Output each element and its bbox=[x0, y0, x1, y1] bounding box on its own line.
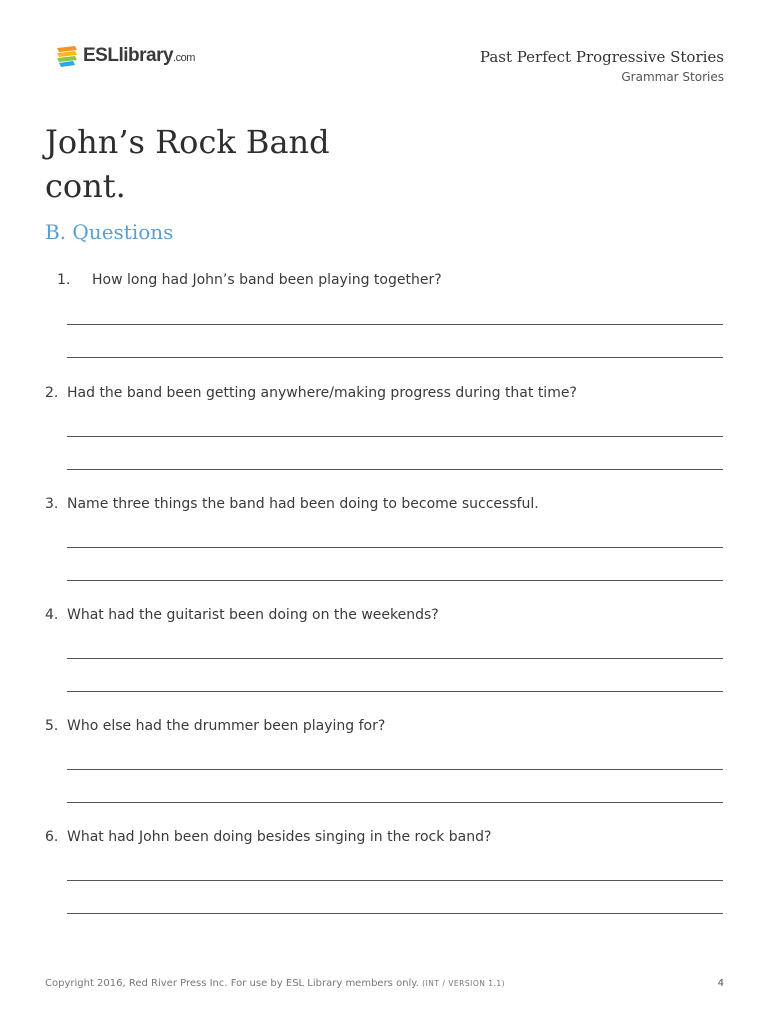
answer-line[interactable] bbox=[67, 436, 723, 437]
series-title: Past Perfect Progressive Stories bbox=[479, 48, 724, 66]
question-text: Had the band been getting anywhere/making progress during that time? bbox=[67, 385, 577, 401]
answer-line[interactable] bbox=[67, 547, 723, 548]
question-1 bbox=[45, 272, 725, 288]
answer-line[interactable] bbox=[67, 357, 723, 358]
esl-library-logo bbox=[55, 44, 195, 68]
section-title: B. Questions bbox=[45, 220, 174, 244]
logo-books-icon bbox=[55, 44, 79, 68]
question-4 bbox=[45, 607, 725, 623]
answer-line[interactable] bbox=[67, 469, 723, 470]
copyright-text: Copyright 2016, Red River Press Inc. For use by ESL Library members only. bbox=[45, 978, 419, 989]
logo-wordmark: ESLlibrary.com bbox=[83, 45, 195, 66]
question-number: 1. bbox=[57, 272, 71, 288]
question-2 bbox=[45, 385, 725, 401]
answer-line[interactable] bbox=[67, 580, 723, 581]
question-text: Name three things the band had been doing to become successful. bbox=[67, 496, 539, 512]
answer-line[interactable] bbox=[67, 658, 723, 659]
question-number: 5. bbox=[45, 718, 59, 734]
question-text: Who else had the drummer been playing for? bbox=[67, 718, 386, 734]
question-number: 3. bbox=[45, 496, 59, 512]
question-number: 4. bbox=[45, 607, 59, 623]
answer-line[interactable] bbox=[67, 324, 723, 325]
answer-line[interactable] bbox=[67, 802, 723, 803]
question-number: 6. bbox=[45, 829, 59, 845]
answer-line[interactable] bbox=[67, 880, 723, 881]
answer-line[interactable] bbox=[67, 691, 723, 692]
question-3 bbox=[45, 496, 725, 512]
question-text: What had the guitarist been doing on the weekends? bbox=[67, 607, 439, 623]
question-6 bbox=[45, 829, 725, 845]
document-header bbox=[480, 48, 724, 84]
question-text: How long had John’s band been playing together? bbox=[92, 272, 442, 288]
question-5 bbox=[45, 718, 725, 734]
footer-copyright bbox=[45, 978, 505, 989]
page-number: 4 bbox=[717, 978, 724, 989]
page-title: John’s Rock Band cont. bbox=[45, 123, 330, 205]
answer-line[interactable] bbox=[67, 769, 723, 770]
version-text: (INT / VERSION 1.1) bbox=[422, 979, 506, 988]
answer-line[interactable] bbox=[67, 913, 723, 914]
question-number: 2. bbox=[45, 385, 59, 401]
series-subtitle: Grammar Stories bbox=[621, 70, 724, 84]
question-text: What had John been doing besides singing in the rock band? bbox=[67, 829, 492, 845]
